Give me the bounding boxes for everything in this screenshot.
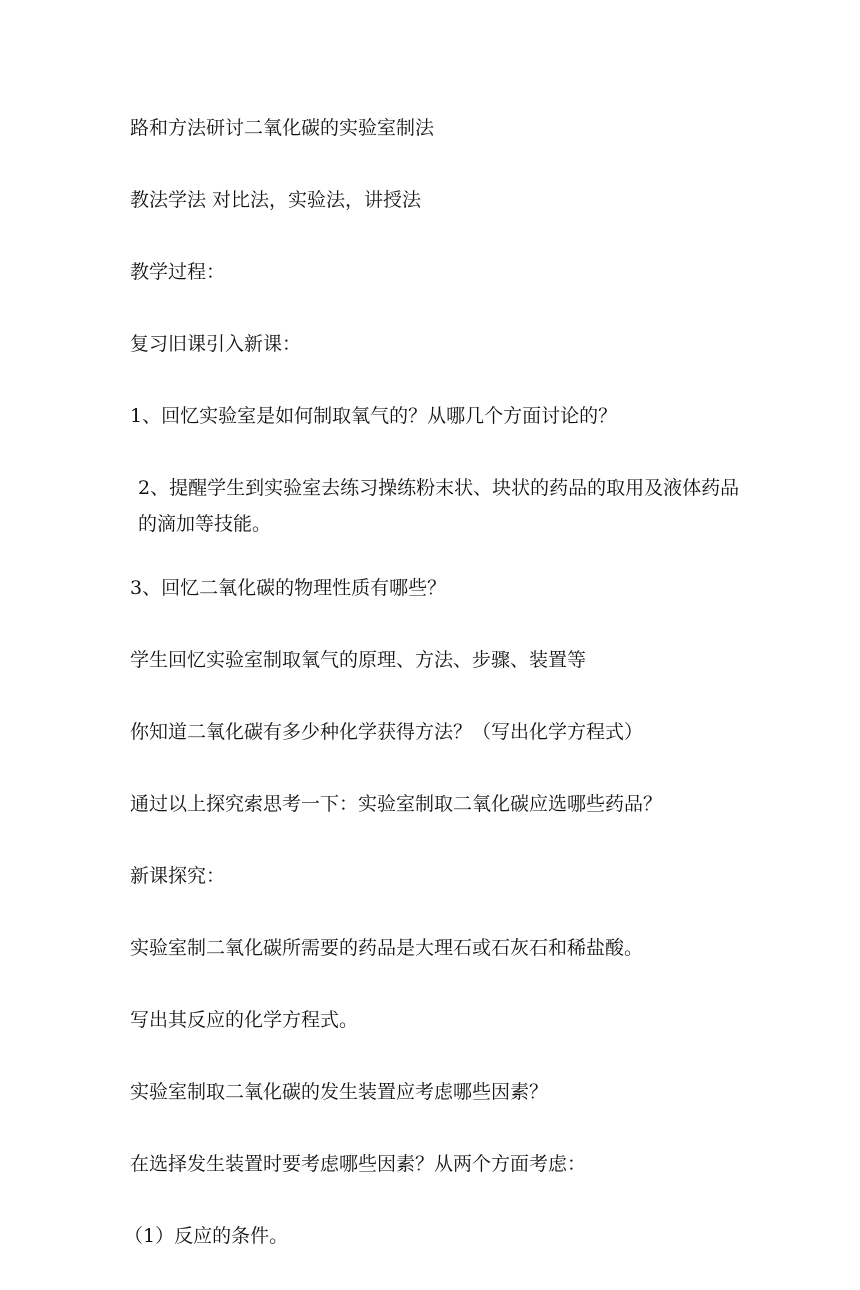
paragraph-teaching-methods: 教法学法 对比法，实验法，讲授法 [130,189,422,211]
paragraph-new-lesson: 新课探究： [130,865,226,887]
paragraph-item-3: 3、回忆二氧化碳的物理性质有哪些？ [130,577,447,599]
paragraph-apparatus-factors: 实验室制取二氧化碳的发生装置应考虑哪些因素？ [130,1081,549,1103]
paragraph-selection-factors: 在选择发生装置时要考虑哪些因素？从两个方面考虑： [130,1153,587,1175]
paragraph-question-reagents: 通过以上探究索思考一下：实验室制取二氧化碳应选哪些药品？ [130,793,663,815]
paragraph-student-recall: 学生回忆实验室制取氧气的原理、方法、步骤、装置等 [130,649,587,671]
paragraph-research-topic: 路和方法研讨二氧化碳的实验室制法 [130,117,435,139]
paragraph-condition: （1）反应的条件。 [124,1225,289,1247]
paragraph-item-1: 1、回忆实验室是如何制取氧气的？从哪几个方面讨论的？ [130,405,618,427]
paragraph-teaching-process: 教学过程： [130,261,226,283]
paragraph-reagents: 实验室制二氧化碳所需要的药品是大理石或石灰石和稀盐酸。 [130,937,644,959]
paragraph-item-2: 2、提醒学生到实验室去练习操练粉末状、块状的药品的取用及液体药品的滴加等技能。 [138,477,740,535]
paragraph-question-methods: 你知道二氧化碳有多少种化学获得方法？（写出化学方程式） [130,721,644,743]
paragraph-equation: 写出其反应的化学方程式。 [130,1009,359,1031]
paragraph-review-intro: 复习旧课引入新课： [130,333,302,355]
document-body [124,110,750,1290]
